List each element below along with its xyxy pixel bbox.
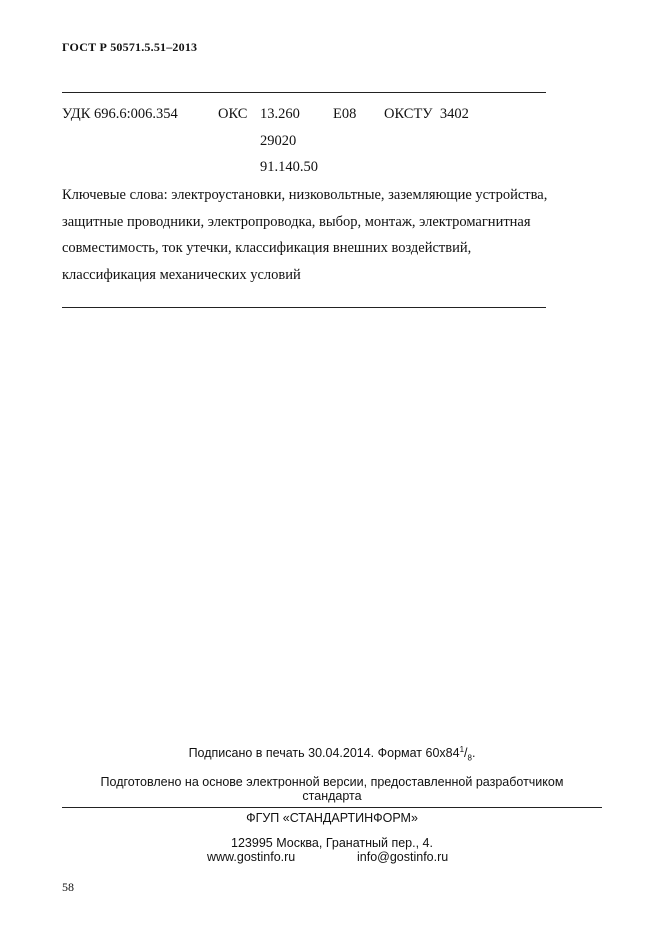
- oks-value-1: 13.260: [260, 106, 300, 122]
- top-divider: [62, 92, 546, 93]
- okstu-code: ОКСТУ 3402: [384, 106, 469, 122]
- keywords-line: Ключевые слова: электроустановки, низковольтные, заземляющие устройства,: [62, 187, 548, 203]
- standard-id-header: ГОСТ Р 50571.5.51–2013: [62, 40, 198, 54]
- email-link[interactable]: info@gostinfo.ru: [357, 850, 449, 864]
- page-number: 58: [62, 880, 74, 894]
- e-code: Е08: [333, 106, 357, 122]
- oks-label: ОКС: [218, 106, 248, 122]
- publisher-address: 123995 Москва, Гранатный пер., 4.: [231, 836, 433, 850]
- prepared-note: Подготовлено на основе электронной версии, предоставленной разработчиком стандарта: [100, 775, 564, 803]
- keywords-block: [62, 182, 562, 288]
- keywords-line: классификация механических условий: [62, 266, 301, 283]
- oks-value-2: 29020: [260, 133, 297, 149]
- keywords-line: совместимость, ток утечки, классификация внешних воздействий,: [62, 240, 472, 256]
- website-link[interactable]: www.gostinfo.ru: [207, 850, 296, 864]
- signed-for-print: Подписано в печать 30.04.2014. Формат $60х84^1/_8$.: [188, 745, 476, 763]
- oks-value-3: 91.140.50: [260, 159, 318, 175]
- imprint-divider: [62, 807, 602, 808]
- keywords-line: защитные проводники, электропроводка, выбор, монтаж, электромагнитная: [62, 213, 531, 230]
- publisher-name: ФГУП «СТАНДАРТИНФОРМ»: [246, 811, 418, 825]
- keywords-divider: [62, 307, 546, 308]
- udk-code: УДК 696.6:006.354: [62, 106, 178, 122]
